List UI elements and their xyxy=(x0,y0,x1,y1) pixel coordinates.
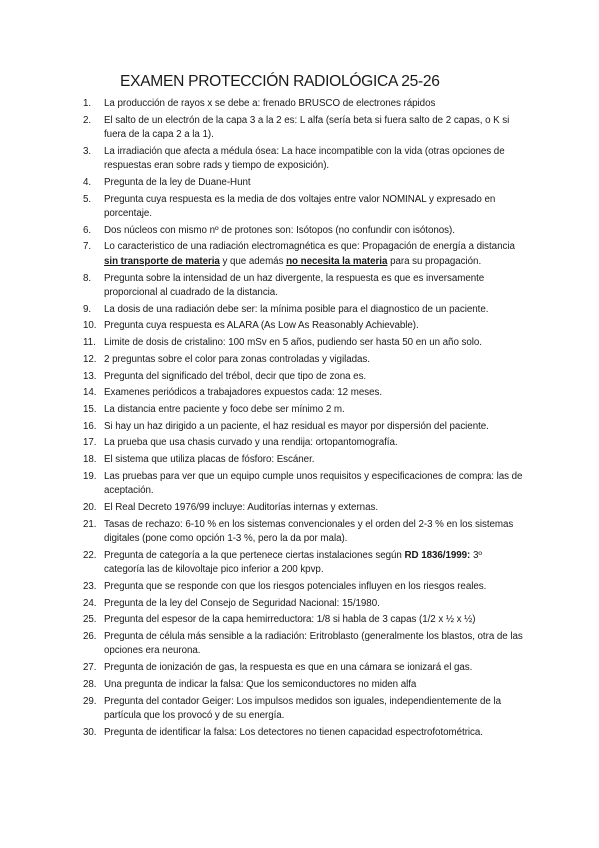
text-segment: Pregunta que se responde con que los riesgos potenciales influyen en los riesgos reales. xyxy=(104,580,487,592)
question-item xyxy=(83,303,523,317)
question-number: 14. xyxy=(83,387,97,399)
question-number: 8. xyxy=(83,272,92,284)
text-segment: El Real Decreto 1976/99 incluye: Auditorías internas y externas. xyxy=(104,502,378,514)
question-item xyxy=(83,630,523,659)
question-item xyxy=(83,518,523,547)
question-item xyxy=(83,97,523,111)
emphasis-bold-text: RD 1836/1999: xyxy=(404,549,471,561)
text-segment: La irradiación que afecta a médula ósea: La hace incompatible con la vida (otras opciones de respuestas eran sobre rads y tiempo de exposición). xyxy=(104,145,505,172)
question-number: 17. xyxy=(83,437,97,449)
question-text xyxy=(104,421,489,432)
question-number: 20. xyxy=(83,502,97,514)
text-segment: Pregunta de célula más sensible a la radiación: Eritroblasto (generalmente los blastos, otra de las opciones era neurona. xyxy=(104,631,523,657)
text-segment: La distancia entre paciente y foco debe ser mínimo 2 m. xyxy=(104,404,345,415)
question-text xyxy=(104,679,416,690)
text-segment: Pregunta de la ley del Consejo de Seguridad Nacional: 15/1980. xyxy=(104,597,380,609)
question-item xyxy=(83,453,523,467)
text-segment: Pregunta de ionización de gas, la respuesta es que en una cámara se ionizará el gas. xyxy=(104,662,473,674)
question-item xyxy=(83,386,523,400)
question-number: 11. xyxy=(83,337,96,349)
text-segment: Pregunta del espesor de la capa hemirreductora: 1/8 si habla de 3 capas (1/2 x ½ x ½) xyxy=(104,614,476,626)
question-number: 22. xyxy=(83,549,97,561)
question-item xyxy=(83,420,523,434)
question-text xyxy=(104,273,484,298)
question-item xyxy=(83,436,523,450)
text-segment: Pregunta de identificar la falsa: Los detectores no tienen capacidad espectrofotométrica. xyxy=(104,726,483,738)
question-number: 27. xyxy=(83,662,97,674)
emphasis-underlined-text: sin transporte de materia xyxy=(104,255,220,267)
question-item xyxy=(83,145,523,174)
question-number: 18. xyxy=(83,454,97,466)
question-text xyxy=(104,304,488,315)
text-segment: La dosis de una radiación debe ser: la mínima posible para el diagnostico de un paciente. xyxy=(104,303,489,315)
question-text xyxy=(104,662,472,673)
question-item xyxy=(83,272,523,301)
question-item xyxy=(83,224,523,238)
question-item xyxy=(83,661,523,675)
question-item xyxy=(83,695,523,724)
question-text xyxy=(104,727,483,738)
question-number: 25. xyxy=(83,614,97,626)
text-segment: El sistema que utiliza placas de fósforo: Escáner. xyxy=(104,454,315,466)
question-text xyxy=(104,241,515,266)
text-segment: Lo caracteristico de una radiación electromagnética es que: Propagación de energía a distancia xyxy=(104,241,515,253)
question-text xyxy=(104,98,435,109)
question-number: 21. xyxy=(83,518,97,530)
text-segment: Si hay un haz dirigido a un paciente, el haz residual es mayor por dispersión del paciente. xyxy=(104,420,489,432)
question-item xyxy=(83,549,523,578)
text-segment: Examenes periódicos a trabajadores expuestos cada: 12 meses. xyxy=(104,387,383,399)
text-segment: Pregunta de categoría a la que pertenece ciertas instalaciones según xyxy=(104,549,405,561)
question-text xyxy=(104,337,482,348)
question-number: 23. xyxy=(83,580,97,592)
text-segment: Pregunta sobre la intensidad de un haz divergente, la respuesta es que es inversamente proporcional al cuadrado de la distancia. xyxy=(104,272,485,298)
question-number: 10. xyxy=(83,320,97,332)
text-segment: Pregunta del contador Geiger: Los impulsos medidos son iguales, independientemente de la partícula que los provocó y de su energía. xyxy=(104,695,501,721)
question-item xyxy=(83,114,523,143)
text-segment: Tasas de rechazo: 6-10 % en los sistemas convencionales y el orden del 2-3 % en los sistemas digitales (pone como opción 1-3 %, pero la da por mala). xyxy=(104,518,514,545)
question-text xyxy=(104,550,482,575)
question-number: 15. xyxy=(83,404,97,415)
question-item xyxy=(83,501,523,515)
question-number: 30. xyxy=(83,726,97,738)
question-number: 26. xyxy=(83,631,97,643)
question-item xyxy=(83,176,523,190)
text-segment: para su propagación. xyxy=(387,255,482,267)
question-item xyxy=(83,597,523,611)
question-text xyxy=(104,387,382,398)
question-text xyxy=(104,194,495,219)
text-segment: Pregunta cuya respuesta es la media de dos voltajes entre valor NOMINAL y expresado en porcentaje. xyxy=(104,193,496,219)
question-item xyxy=(83,193,523,222)
text-segment: Dos núcleos con mismo nº de protones son: Isótopos (no confundir con isótonos). xyxy=(104,224,455,236)
text-segment: Pregunta de la ley de Duane-Hunt xyxy=(104,176,251,188)
question-number: 19. xyxy=(83,470,97,482)
question-text xyxy=(104,471,522,496)
question-text xyxy=(104,631,523,656)
question-text xyxy=(104,519,513,544)
text-segment: Pregunta cuya respuesta es ALARA (As Low As Reasonably Achievable). xyxy=(104,320,419,332)
question-number: 24. xyxy=(83,597,97,609)
emphasis-underlined-text: no necesita la materia xyxy=(286,255,388,267)
question-item xyxy=(83,726,523,740)
question-text xyxy=(104,225,455,236)
text-segment: 2 preguntas sobre el color para zonas controladas y vigiladas. xyxy=(104,353,370,365)
question-item xyxy=(83,336,523,350)
text-segment: Las pruebas para ver que un equipo cumple unos requisitos y especificaciones de compra: las de aceptación. xyxy=(104,470,523,497)
question-item xyxy=(83,403,523,417)
question-number: 28. xyxy=(83,678,97,690)
question-item xyxy=(83,613,523,627)
question-text xyxy=(104,454,314,465)
question-number: 2. xyxy=(83,114,92,126)
text-segment: El salto de un electrón de la capa 3 a la 2 es: L alfa (sería beta si fuera salto de 2 capas, o K si fuera de la capa 2 a la 1). xyxy=(104,114,510,141)
question-text xyxy=(104,598,380,609)
question-number: 9. xyxy=(83,303,92,315)
document-title: EXAMEN PROTECCIÓN RADIOLÓGICA 25-26 xyxy=(120,73,440,90)
question-item xyxy=(83,240,523,269)
question-text xyxy=(104,581,486,592)
question-text xyxy=(104,115,509,140)
question-item xyxy=(83,580,523,594)
question-number: 7. xyxy=(83,241,92,253)
question-number: 29. xyxy=(83,695,97,707)
question-number: 12. xyxy=(83,353,97,365)
question-number: 6. xyxy=(83,224,92,236)
question-text xyxy=(104,177,251,188)
question-text xyxy=(104,614,476,625)
text-segment: Una pregunta de indicar la falsa: Que los semiconductores no miden alfa xyxy=(104,678,417,690)
question-text xyxy=(104,502,378,513)
question-text xyxy=(104,354,370,365)
question-item xyxy=(83,370,523,384)
question-item xyxy=(83,678,523,692)
text-segment: La producción de rayos x se debe a: frenado BRUSCO de electrones rápidos xyxy=(104,98,436,109)
question-text xyxy=(104,404,345,415)
text-segment: La prueba que usa chasis curvado y una rendija: ortopantomografía. xyxy=(104,437,398,449)
question-text xyxy=(104,437,398,448)
question-item xyxy=(83,470,523,499)
question-number: 1. xyxy=(83,98,92,109)
question-number: 16. xyxy=(83,420,97,432)
question-text xyxy=(104,371,366,382)
question-item xyxy=(83,353,523,367)
question-item xyxy=(83,319,523,333)
question-text xyxy=(104,146,505,171)
text-segment: y que además xyxy=(219,255,287,267)
question-text xyxy=(104,320,419,331)
question-number: 5. xyxy=(83,193,92,205)
question-number: 3. xyxy=(83,145,92,157)
text-segment: 3º categoría las de kilovoltaje pico inferior a 200 kpvp. xyxy=(104,549,482,576)
question-number: 4. xyxy=(83,176,92,188)
question-text xyxy=(104,696,501,721)
text-segment: Limite de dosis de cristalino: 100 mSv en 5 años, pudiendo ser hasta 50 en un año solo. xyxy=(104,337,482,349)
question-list xyxy=(83,97,523,742)
text-segment: Pregunta del significado del trébol, decir que tipo de zona es. xyxy=(104,370,367,382)
question-number: 13. xyxy=(83,370,97,382)
